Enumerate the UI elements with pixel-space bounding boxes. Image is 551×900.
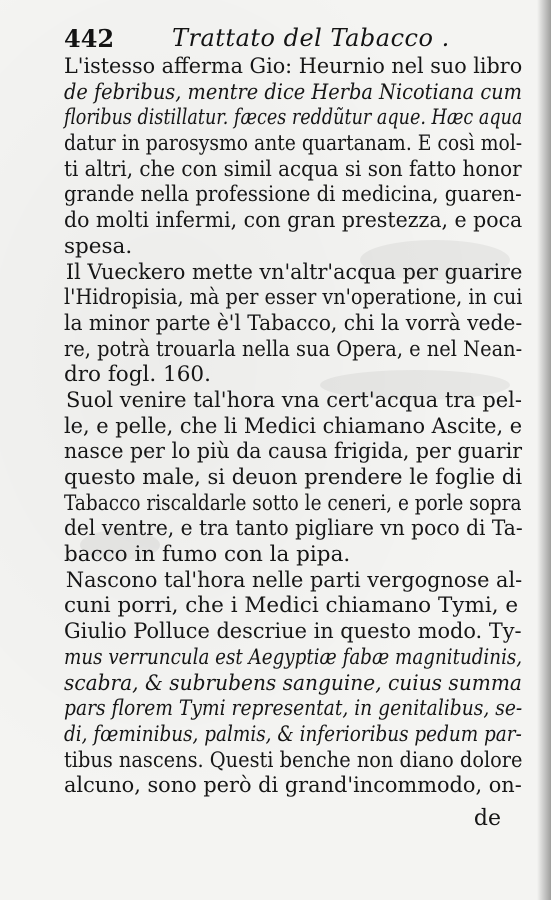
text-line: tibus nascens. Questi benche non diano dolore	[64, 747, 523, 773]
text-line: bacco in fumo con la pipa.	[64, 542, 351, 568]
text-line: scabra, & subrubens sanguine, cuius summa	[64, 670, 522, 696]
running-title: Trattato del Tabacco .	[172, 24, 450, 52]
text-line: do molti infermi, con gran prestezza, e poca	[64, 208, 523, 234]
text-line: re, potrà trouarla nella sua Opera, e nel Nean-	[64, 336, 523, 362]
page-number: 442	[64, 24, 115, 53]
text-line: grande nella professione di medicina, guaren-	[64, 182, 522, 208]
text-line: alcuno, sono però di grand'incommodo, on-	[64, 773, 522, 799]
text-line: mus verruncula est Aegyptiæ fabæ magnitudinis,	[64, 644, 523, 670]
text-line: pars florem Tymi representat, in genitalibus, se-	[64, 696, 523, 722]
page-edge-shadow	[537, 0, 551, 900]
text-line: del ventre, e tra tanto pigliare vn poco di Ta-	[64, 516, 523, 542]
body-text	[64, 54, 522, 799]
text-line: Il Vueckero mette vn'altr'acqua per guarire	[65, 259, 523, 285]
text-line: questo male, si deuon prendere le foglie di	[64, 465, 523, 490]
text-line: la minor parte è'l Tabacco, chi la vorrà vede-	[64, 310, 523, 336]
catchword: de	[473, 806, 501, 831]
text-line: floribus distillatur. fæces reddũtur aque. Hæc aqua	[64, 105, 523, 131]
text-line: di, fœminibus, palmis, & inferioribus pedum par-	[64, 721, 522, 747]
text-line: Suol venire tal'hora vna cert'acqua tra pel-	[65, 387, 522, 413]
text-line: ti altri, che con simil acqua si son fatto honor	[64, 156, 522, 182]
text-line: le, e pelle, che li Medici chiamano Ascite, e	[64, 413, 523, 439]
text-line: dro fogl. 160.	[64, 362, 211, 388]
page-header	[64, 24, 531, 56]
text-line: L'istesso afferma Gio: Heurnio nel suo libro	[64, 54, 523, 79]
text-line: l'Hidropisia, mà per esser vn'operatione, in cui	[64, 285, 523, 311]
text-line: Nascono tal'hora nelle parti vergognose al-	[65, 567, 523, 593]
text-line: Giulio Polluce descriue in questo modo. Ty-	[64, 619, 522, 645]
text-line: Tabacco riscaldarle sotto le ceneri, e porle sopra	[64, 490, 522, 516]
text-line: datur in parosysmo ante quartanam. E così mol-	[64, 131, 523, 157]
text-line: spesa.	[64, 233, 133, 259]
text-line: de febribus, mentre dice Herba Nicotiana cum	[64, 79, 522, 105]
text-line: nasce per lo più da causa frigida, per guarir	[64, 439, 523, 465]
text-line: cuni porri, che i Medici chiamano Tymi, e	[64, 593, 519, 619]
